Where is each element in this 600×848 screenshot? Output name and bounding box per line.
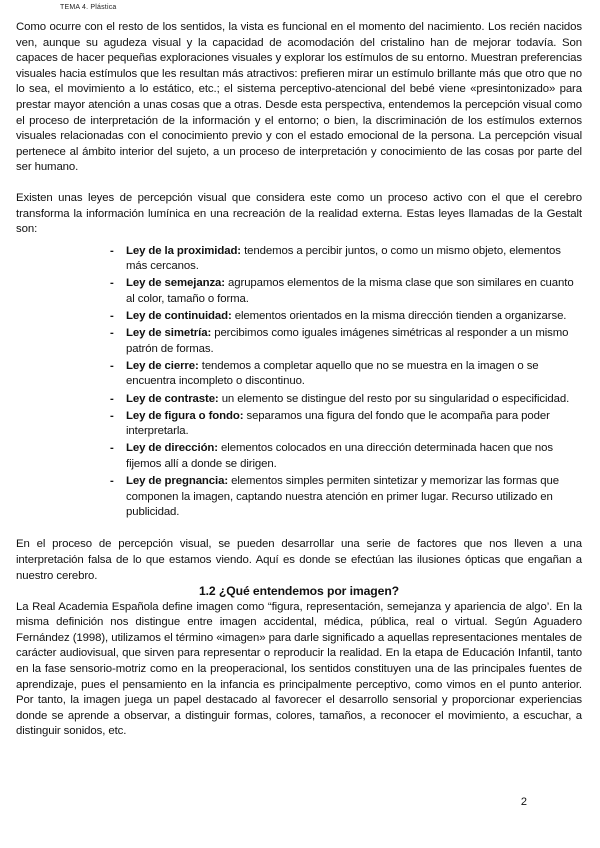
list-item <box>110 276 582 307</box>
law-text: agrupamos elementos de la misma clase que son similares en cuanto al color, tamaño o forma. <box>126 277 574 305</box>
law-name: Ley de pregnancia: <box>126 475 229 488</box>
bullet-dash: - <box>110 327 114 340</box>
section-title: 1.2 ¿Qué entendemos por imagen? <box>198 584 400 599</box>
paragraph-optical-illusions: En el proceso de percepción visual, se pueden desarrollar una serie de factores que nos lleven a una interpretación falsa de lo que estamos viendo. Aquí es donde se efectúan las ilusiones ópticas que engañan a nuestro cerebro. <box>16 538 582 582</box>
bullet-dash: - <box>110 310 114 323</box>
list-item <box>110 309 582 325</box>
law-text: tendemos a completar aquello que no se muestra en la imagen o se encuentra incompleto o discontinuo. <box>126 359 539 388</box>
document-body <box>16 20 582 740</box>
gestalt-laws-list <box>16 244 582 521</box>
law-text: elementos orientados en la misma dirección tienden a organizarse. <box>231 310 567 323</box>
bullet-dash: - <box>110 442 114 455</box>
paragraph-image-definition: La Real Academia Española define imagen como “figura, representación, semejanza y apariencia de algo’. En la misma definición nos distingue entre imagen accidental, médica, pública, real o virtual. Según Aguadero Fernández (1998), utilizamos el término «imagen» para darle significado a aquellas representaciones mentales de carácter audiovisual, que sirven para representar o reproducir la realidad. En la etapa de Educación Infantil, tanto en la fase sensorio-motriz como en la preoperacional, los sentidos constituyen una de las principales fuentes de aprendizaje, pues el pensamiento en la infancia es principalmente perceptivo, como vimos en el punto anterior. Por tanto, la imagen juega un papel destacado al favorecer el desarrollo sensorial y proporcionar experiencias donde se aprende a observar, a distinguir formas, colores, tamaños, a reconocer el movimiento, a escuchar, a distinguir sonidos, etc. <box>16 600 582 738</box>
paragraph-vision-newborn: Como ocurre con el resto de los sentidos, la vista es funcional en el momento del nacimiento. Los recién nacidos ven, aunque su agudeza visual y la capacidad de acomodación del cristalino han de mejorar todavía. Son capaces de hacer pequeñas exploraciones visuales y explorar los estímulos de su entorno. Muestran preferencias visuales hacia estímulos que les resultan más atractivos: prefieren mirar un estímulo brillante más que otro que no lo sea, el movimiento a lo estático, etc.; el sistema perceptivo-atencional del bebé viene «presintonizado» para prestar mayor atención a unas cosas que a otras. Desde esta perspectiva, entendemos la percepción visual como el proceso de interpretación de la información y el entorno; o bien, la discriminación de los estímulos externos visuales relacionadas con el conocimiento previo y con el estado emocional de la persona. La percepción visual pertenece al ámbito interior del sujeto, a un proceso de interpretación y conocimiento de las cosas por parte del ser humano. <box>16 21 582 174</box>
law-text: separamos una figura del fondo que le acompaña para poder interpretarla. <box>126 409 550 438</box>
list-item <box>110 244 582 275</box>
law-text: un elemento se distingue del resto por su singularidad o especificidad. <box>218 392 570 405</box>
law-name: Ley de cierre: <box>126 359 199 372</box>
law-name: Ley de contraste: <box>126 392 219 405</box>
law-text: percibimos como iguales imágenes simétricas al responder a un mismo patrón de formas. <box>126 327 569 355</box>
law-name: Ley de la proximidad: <box>126 244 241 257</box>
law-name: Ley de semejanza: <box>126 277 225 290</box>
list-item <box>110 409 582 440</box>
law-text: elementos colocados en una dirección determinada hacen que nos fijemos allí a donde se dirigen. <box>126 442 553 470</box>
list-item <box>110 392 582 408</box>
list-item <box>110 359 582 390</box>
law-name: Ley de simetría: <box>126 327 212 340</box>
bullet-dash: - <box>110 392 114 405</box>
list-item <box>110 326 582 357</box>
bullet-dash: - <box>110 409 114 422</box>
page-number: 2 <box>520 796 527 808</box>
list-item <box>110 441 582 472</box>
law-text: elementos simples permiten sintetizar y memorizar las formas que componen la imagen, captando nuestra atención en primer lugar. Recurso utilizado en publicidad. <box>126 475 559 519</box>
bullet-dash: - <box>110 475 114 488</box>
bullet-dash: - <box>110 244 114 257</box>
bullet-dash: - <box>110 277 114 290</box>
paragraph-gestalt-intro: Existen unas leyes de percepción visual que considera este como un proceso activo con el que el cerebro transforma la información lumínica en una recreación de la realidad externa. Estas leyes llamadas de la Gestalt son: <box>16 191 582 236</box>
law-text: tendemos a percibir juntos, o como un mismo objeto, elementos más cercanos. <box>126 244 561 273</box>
bullet-dash: - <box>110 359 114 372</box>
law-name: Ley de figura o fondo: <box>126 409 244 422</box>
law-name: Ley de dirección: <box>126 442 218 455</box>
page-header: TEMA 4. Plástica <box>60 4 117 11</box>
list-item <box>110 474 582 521</box>
law-name: Ley de continuidad: <box>126 310 232 323</box>
